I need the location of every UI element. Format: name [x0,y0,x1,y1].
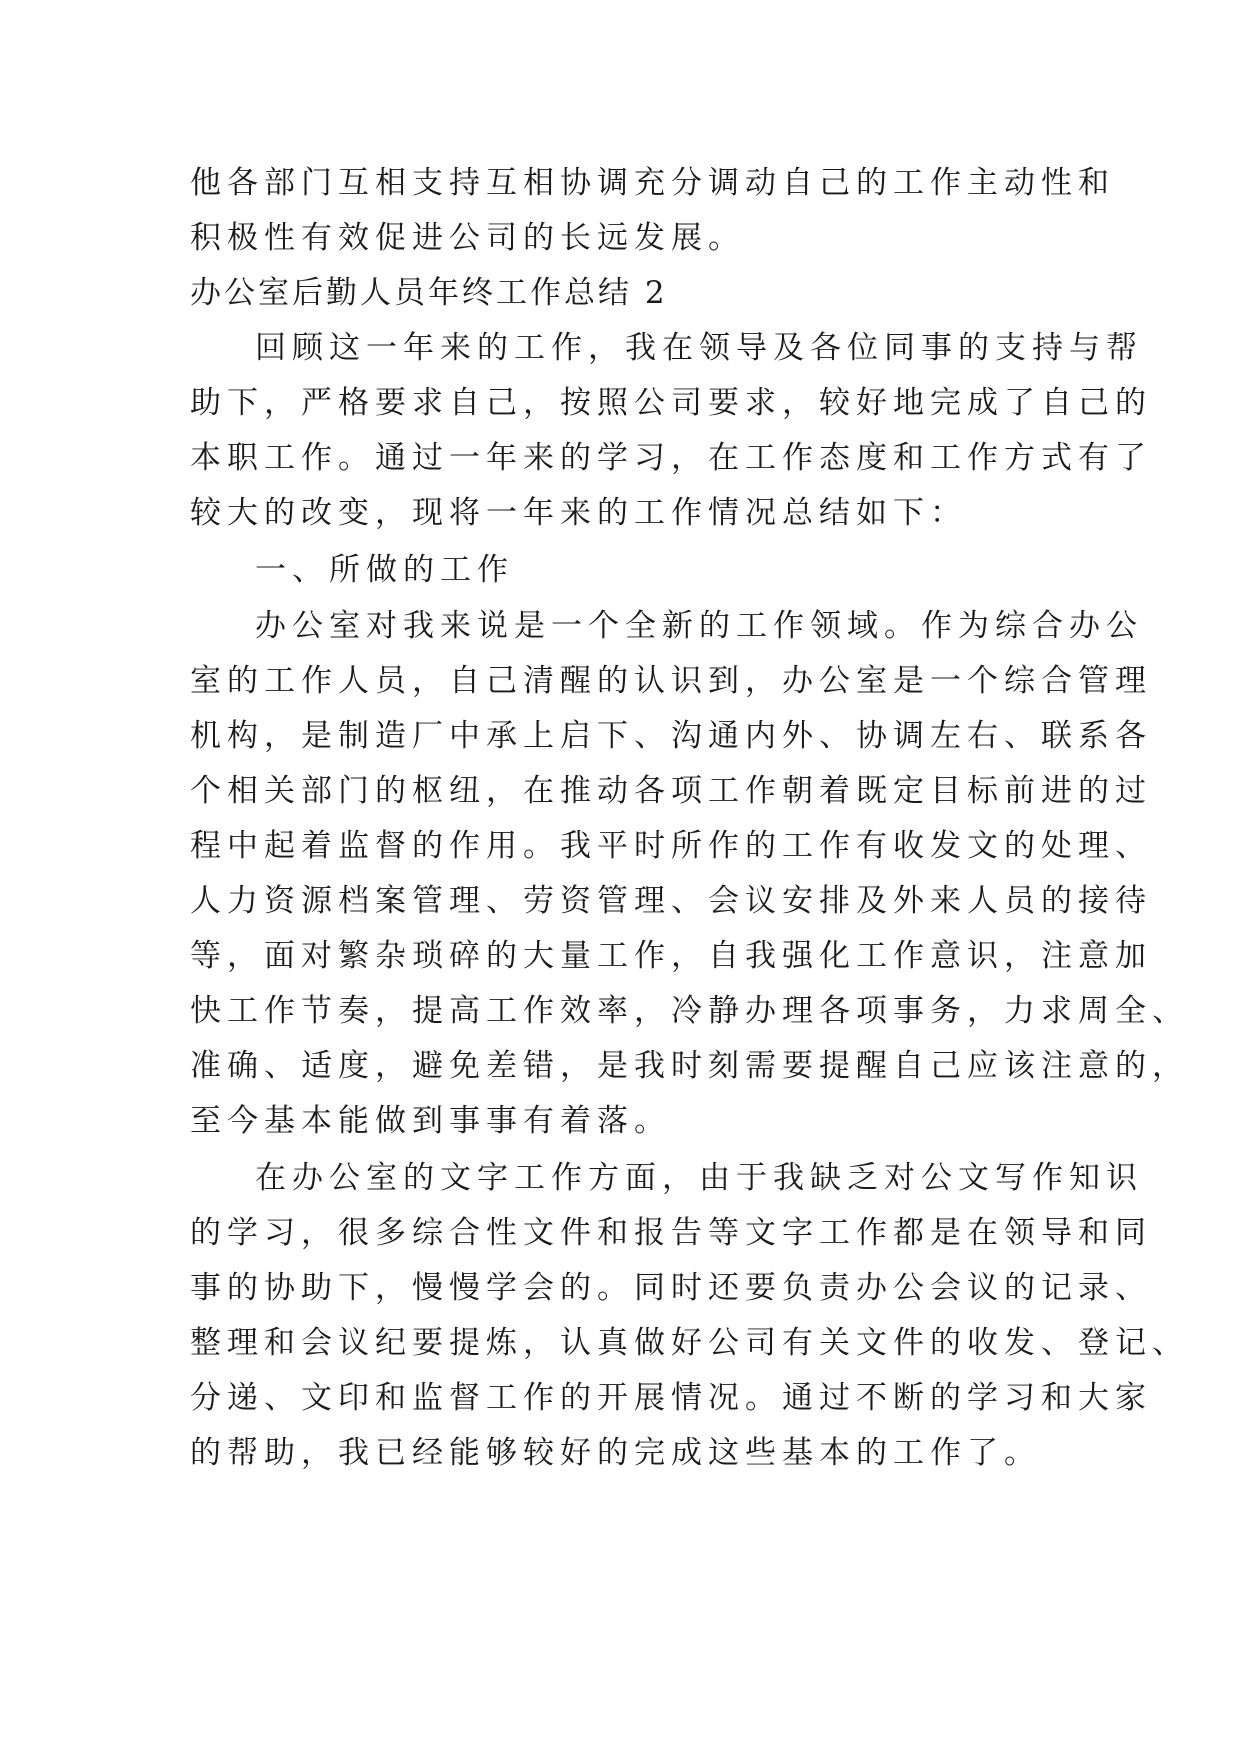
text-line-10: 室的工作人员，自己清醒的认识到，办公室是一个综合管理 [190,663,1152,699]
text-line-23: 分递、文印和监督工作的开展情况。通过不断的学习和大家 [190,1380,1152,1416]
text-line-2: 积极性有效促进公司的长远发展。 [190,220,745,256]
text-line-11: 机构，是制造厂中承上启下、沟通内外、协调左右、联系各 [190,718,1152,754]
subheading-work-done: 一、所做的工作 [255,552,514,588]
text-line-18: 至今基本能做到事事有着落。 [190,1103,671,1139]
text-line-12: 个相关部门的枢纽，在推动各项工作朝着既定目标前进的过 [190,773,1152,809]
text-line-21: 事的协助下，慢慢学会的。同时还要负责办公会议的记录、 [190,1270,1152,1306]
text-line-13: 程中起着监督的作用。我平时所作的工作有收发文的处理、 [190,828,1152,864]
text-line-6: 本职工作。通过一年来的学习，在工作态度和工作方式有了 [190,440,1152,476]
text-line-5: 助下，严格要求自己，按照公司要求，较好地完成了自己的 [190,385,1152,421]
text-line-19: 在办公室的文字工作方面，由于我缺乏对公文写作知识 [255,1160,1143,1196]
text-line-7: 较大的改变，现将一年来的工作情况总结如下： [190,495,967,531]
text-line-14: 人力资源档案管理、劳资管理、会议安排及外来人员的接待 [190,883,1152,919]
section-title: 办公室后勤人员年终工作总结 2 [190,275,668,311]
text-line-22: 整理和会议纪要提炼，认真做好公司有关文件的收发、登记、 [190,1325,1189,1361]
text-line-20: 的学习，很多综合性文件和报告等文字工作都是在领导和同 [190,1215,1152,1251]
text-line-1: 他各部门互相支持互相协调充分调动自己的工作主动性和 [190,165,1115,201]
text-line-24: 的帮助，我已经能够较好的完成这些基本的工作了。 [190,1435,1041,1471]
text-line-16: 快工作节奏，提高工作效率，冷静办理各项事务，力求周全、 [190,993,1189,1029]
text-line-17: 准确、适度，避免差错，是我时刻需要提醒自己应该注意的， [190,1048,1189,1084]
text-line-9: 办公室对我来说是一个全新的工作领域。作为综合办公 [255,608,1143,644]
text-line-4: 回顾这一年来的工作，我在领导及各位同事的支持与帮 [255,330,1143,366]
text-line-15: 等，面对繁杂琐碎的大量工作，自我强化工作意识，注意加 [190,938,1152,974]
